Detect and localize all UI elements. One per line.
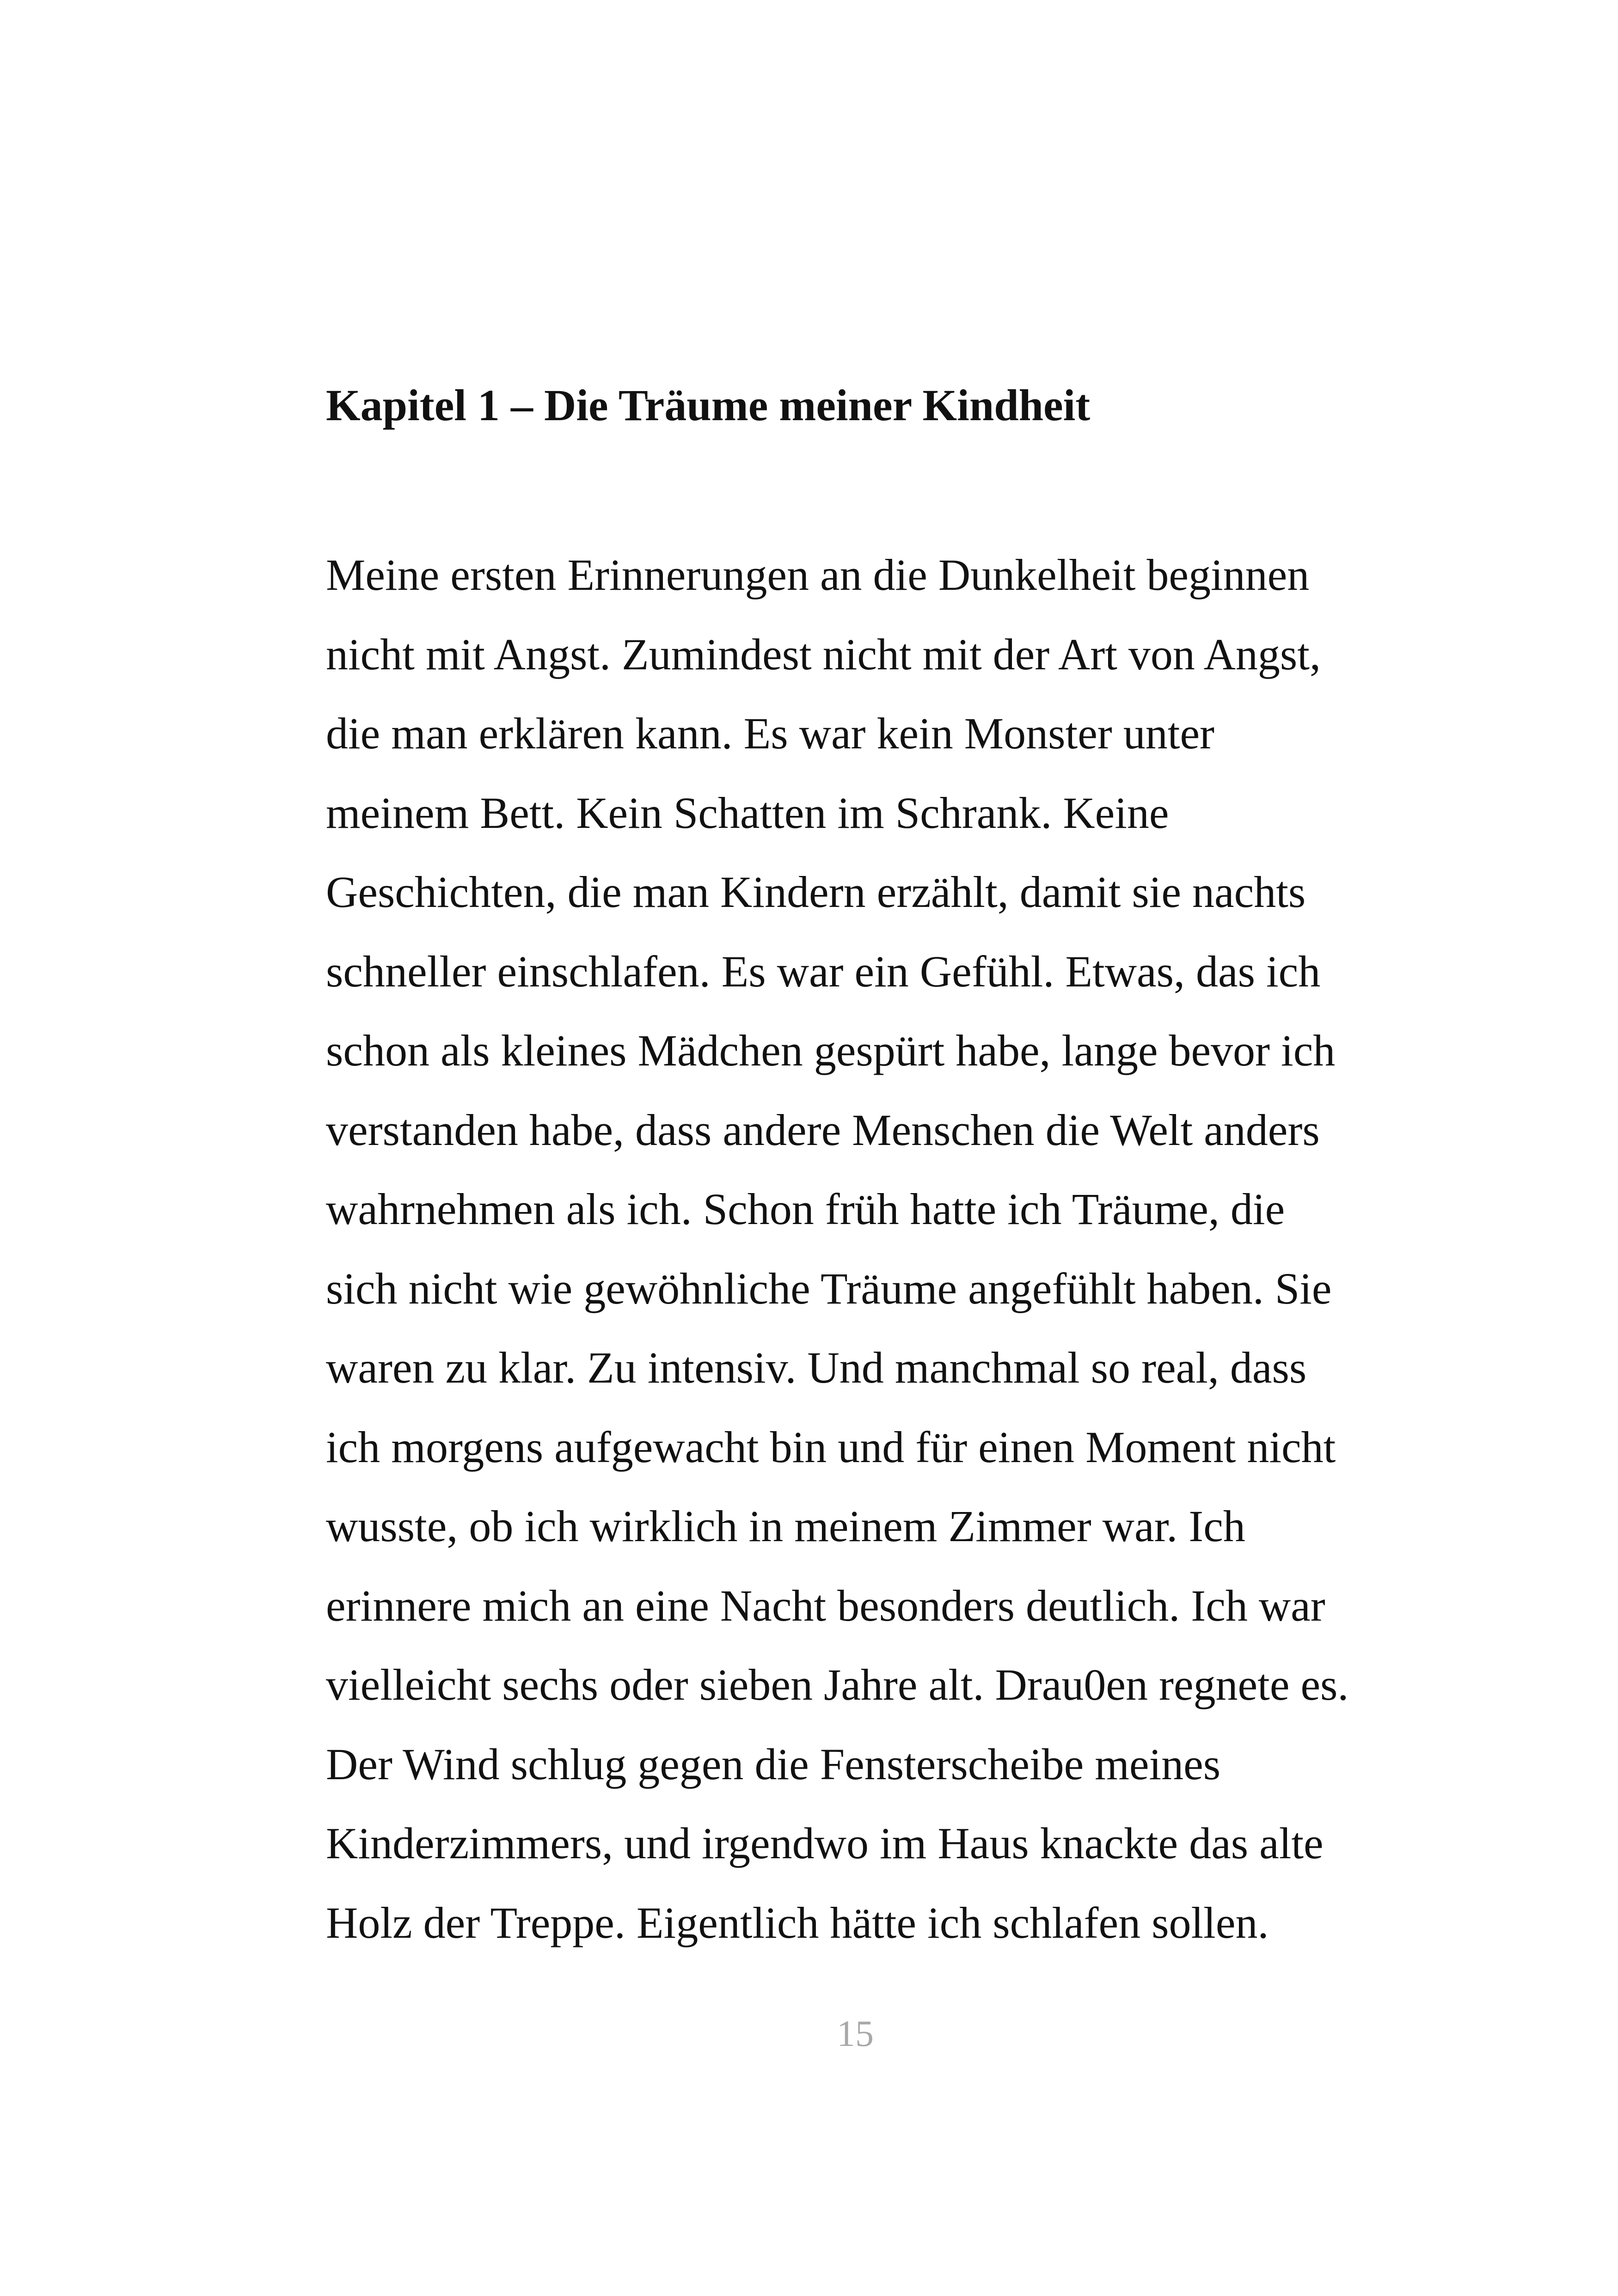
text-line: Holz der Treppe. Eigentlich hätte ich schlafen sollen. — [326, 1898, 1269, 1947]
text-line: wahrnehmen als ich. Schon früh hatte ich Träume, die — [326, 1184, 1285, 1234]
text-line: wusste, ob ich wirklich in meinem Zimmer war. Ich — [326, 1501, 1245, 1551]
text-line: Geschichten, die man Kindern erzählt, damit sie nachts — [326, 867, 1306, 917]
text-line: sich nicht wie gewöhnliche Träume angefühlt haben. Sie — [326, 1263, 1332, 1313]
page-number: 15 — [837, 2014, 874, 2054]
text-line: schon als kleines Mädchen gespürt habe, lange bevor ich — [326, 1026, 1336, 1075]
body-paragraph — [326, 535, 1348, 1962]
text-line: Meine ersten Erinnerungen an die Dunkelheit beginnen — [326, 550, 1310, 600]
text-line: Kinderzimmers, und irgendwo im Haus knackte das alte — [326, 1818, 1324, 1868]
text-line: die man erklären kann. Es war kein Monster unter — [326, 709, 1215, 758]
text-line: ich morgens aufgewacht bin und für einen Moment nicht — [326, 1422, 1336, 1472]
text-line: verstanden habe, dass andere Menschen die Welt anders — [326, 1105, 1320, 1155]
text-line: Der Wind schlug gegen die Fensterscheibe meines — [326, 1739, 1221, 1789]
text-line: meinem Bett. Kein Schatten im Schrank. Keine — [326, 788, 1169, 838]
text-line: erinnere mich an eine Nacht besonders deutlich. Ich war — [326, 1580, 1325, 1630]
chapter-title: Kapitel 1 – Die Träume meiner Kindheit — [326, 380, 1091, 430]
text-line: vielleicht sechs oder sieben Jahre alt. Drau0en regnete es. — [326, 1660, 1349, 1709]
text-line: waren zu klar. Zu intensiv. Und manchmal so real, dass — [326, 1343, 1307, 1392]
text-line: schneller einschlafen. Es war ein Gefühl. Etwas, das ich — [326, 946, 1321, 996]
text-line: nicht mit Angst. Zumindest nicht mit der Art von Angst, — [326, 629, 1321, 679]
